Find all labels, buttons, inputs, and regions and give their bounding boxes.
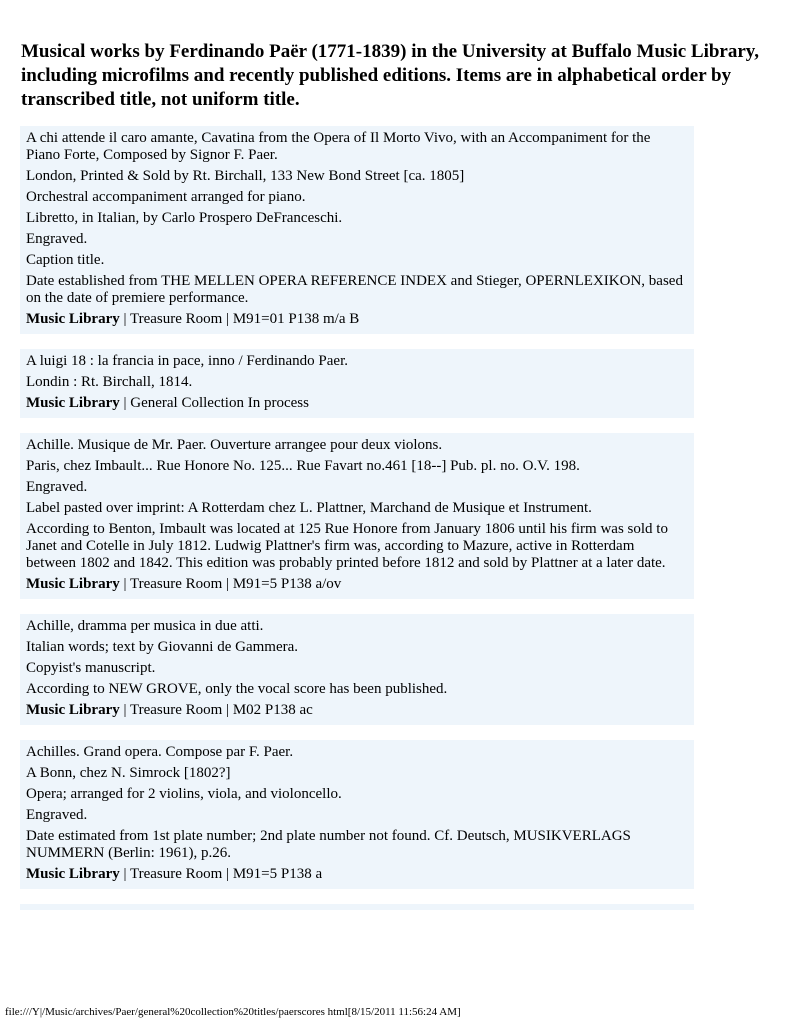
- library-name: Music Library: [26, 395, 120, 411]
- holdings-line: [26, 576, 688, 593]
- holdings-line: [26, 866, 688, 883]
- entry-note: Date established from THE MELLEN OPERA REFERENCE INDEX and Stieger, OPERNLEXIKON, based on the date of premiere performance.: [26, 273, 683, 306]
- catalog-entry: [20, 740, 694, 889]
- entry-note: According to Benton, Imbault was located at 125 Rue Honore from January 1806 until his firm was sold to Janet and Cotelle in July 1812. Ludwig Plattner's firm was, according to Mazure, active in Rotterdam between 1802 and 1842. This edition was probably printed before 1812 and sold by Plattner at a later date.: [26, 521, 668, 571]
- entry-title: A luigi 18 : la francia in pace, inno / Ferdinando Paer.: [26, 353, 349, 369]
- shelf-location: | Treasure Room | M91=01 P138 m/a B: [119, 311, 360, 327]
- shelf-location: | Treasure Room | M91=5 P138 a: [119, 866, 323, 882]
- catalog-entry: [20, 614, 694, 725]
- library-name: Music Library: [26, 866, 120, 882]
- entry-note: Engraved.: [26, 479, 88, 495]
- entry-note: Copyist's manuscript.: [26, 660, 156, 676]
- library-name: Music Library: [26, 702, 120, 718]
- shelf-location: | General Collection In process: [119, 395, 309, 411]
- entry-note: Engraved.: [26, 807, 88, 823]
- entry-note: Engraved.: [26, 231, 88, 247]
- print-footer-url: file:///Y|/Music/archives/Paer/general%20collection%20titles/paerscores html[8/15/2011 11:56:24 AM]: [5, 1006, 461, 1018]
- entry-note: Italian words; text by Giovanni de Gammera.: [26, 639, 299, 655]
- entry-imprint: Londin : Rt. Birchall, 1814.: [26, 374, 193, 390]
- page-title: Musical works by Ferdinando Paër (1771-1839) in the University at Buffalo Music Library, including microfilms and recently published editions. Items are in alphabetical order by transcribed title, not uniform title.: [21, 41, 759, 110]
- catalog-entries: [20, 126, 694, 910]
- catalog-entry: [20, 126, 694, 334]
- catalog-entry: [20, 433, 694, 599]
- entry-note: According to NEW GROVE, only the vocal score has been published.: [26, 681, 448, 697]
- entry-imprint: London, Printed & Sold by Rt. Birchall, 133 New Bond Street [ca. 1805]: [26, 168, 465, 184]
- entry-title: Achille, dramma per musica in due atti.: [26, 618, 264, 634]
- entry-title: A chi attende il caro amante, Cavatina from the Opera of Il Morto Vivo, with an Accompaniment for the Piano Forte, Composed by Signor F. Paer.: [26, 130, 651, 163]
- entry-note: Label pasted over imprint: A Rotterdam chez L. Plattner, Marchand de Musique et Instrument.: [26, 500, 592, 516]
- entry-title: Achilles. Grand opera. Compose par F. Paer.: [26, 744, 294, 760]
- catalog-entry: [20, 349, 694, 418]
- entry-title: Achille. Musique de Mr. Paer. Ouverture arrangee pour deux violons.: [26, 437, 443, 453]
- shelf-location: | Treasure Room | M02 P138 ac: [119, 702, 313, 718]
- entry-note: Caption title.: [26, 252, 105, 268]
- entry-note: Date estimated from 1st plate number; 2nd plate number not found. Cf. Deutsch, MUSIKVERLAGS NUMMERN (Berlin: 1961), p.26.: [26, 828, 631, 861]
- holdings-line: [26, 311, 688, 328]
- shelf-location: | Treasure Room | M91=5 P138 a/ov: [119, 576, 342, 592]
- holdings-line: [26, 395, 688, 412]
- entry-note: Libretto, in Italian, by Carlo Prospero DeFranceschi.: [26, 210, 343, 226]
- catalog-entry-cutoff: [20, 904, 694, 910]
- entry-imprint: Paris, chez Imbault... Rue Honore No. 125... Rue Favart no.461 [18--] Pub. pl. no. O.V. 198.: [26, 458, 580, 474]
- library-name: Music Library: [26, 311, 120, 327]
- holdings-line: [26, 702, 688, 719]
- library-name: Music Library: [26, 576, 120, 592]
- entry-note: Orchestral accompaniment arranged for piano.: [26, 189, 306, 205]
- entry-imprint: A Bonn, chez N. Simrock [1802?]: [26, 765, 231, 781]
- entry-note: Opera; arranged for 2 violins, viola, and violoncello.: [26, 786, 342, 802]
